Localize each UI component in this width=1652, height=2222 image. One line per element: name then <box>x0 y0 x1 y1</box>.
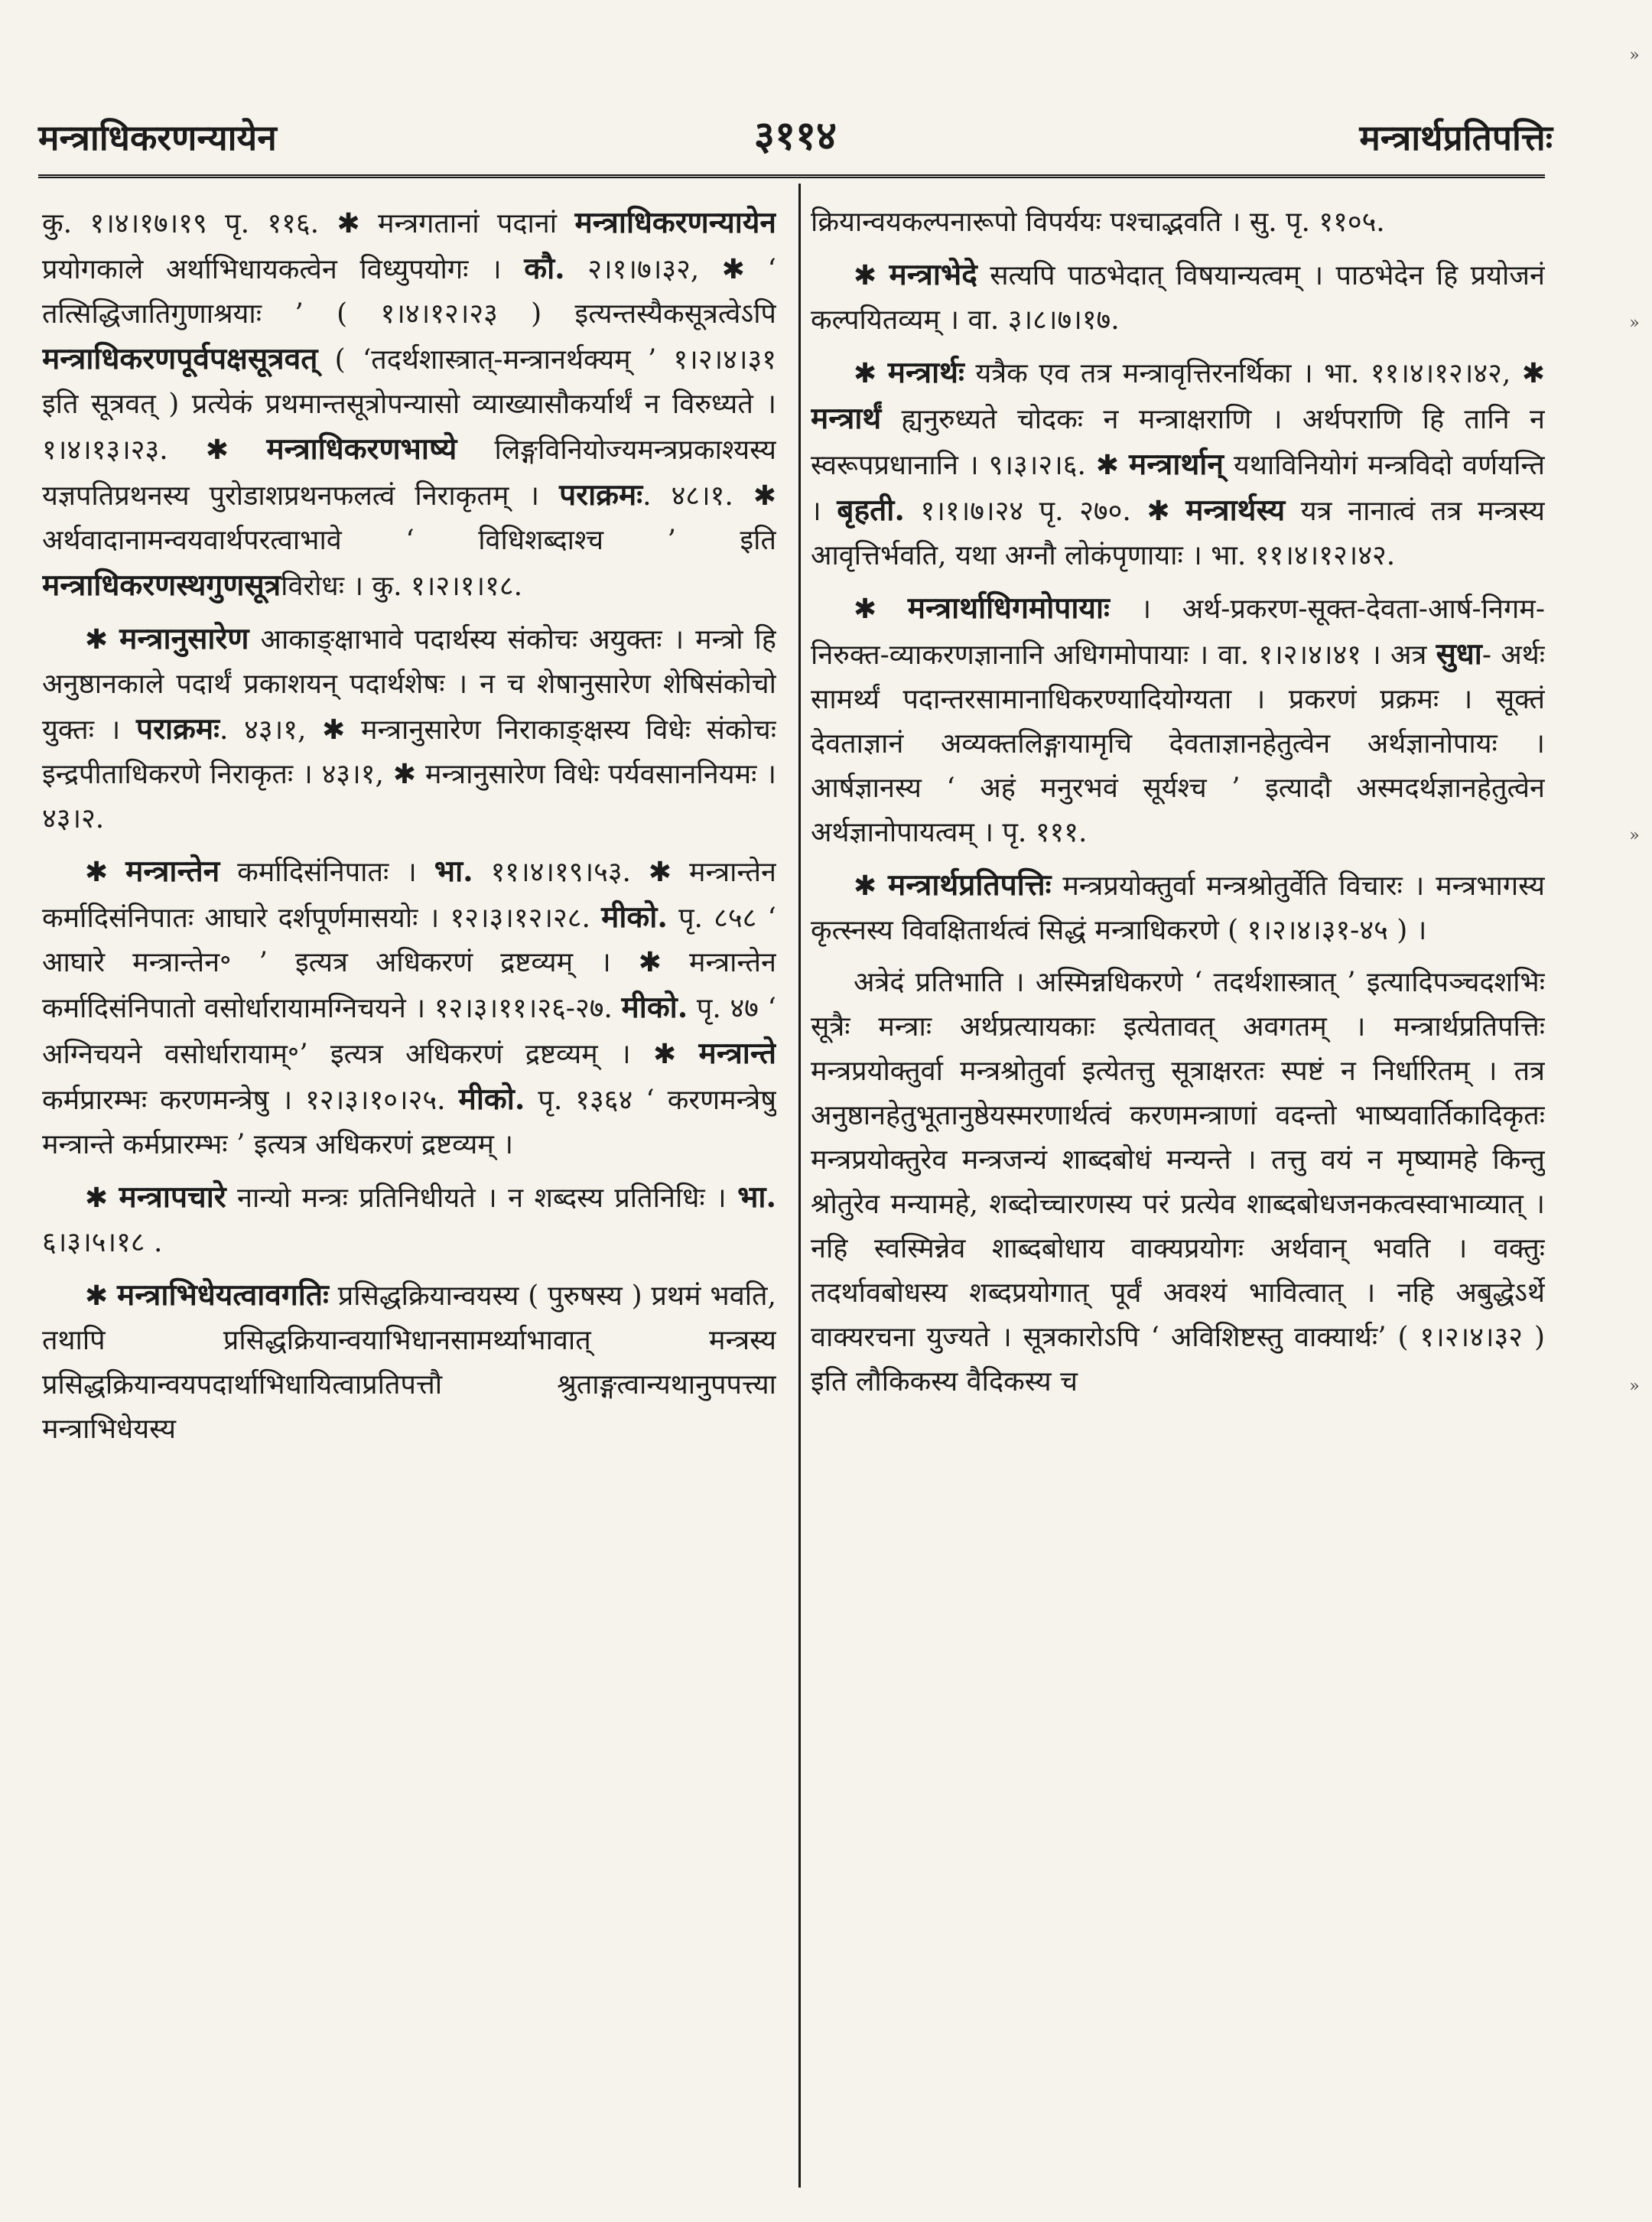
entry-text: क्रियान्वयकल्पनारूपो विपर्ययः पश्चाद्भवति । सु. पृ. ११०५. <box>811 207 1385 238</box>
entry-headword: पराक्रमः <box>136 711 220 747</box>
entry-paragraph <box>811 252 1545 343</box>
scan-edge-mark: » <box>1629 1377 1640 1396</box>
entry-text: ✱ <box>854 358 888 389</box>
entry-headword: मन्त्राधिकरणस्थगुणसूत्र <box>42 568 281 603</box>
entry-text: ✱ <box>85 624 120 656</box>
entry-paragraph <box>42 849 776 1167</box>
entry-headword: बृहती. <box>837 493 905 528</box>
entry-text: यत्रैक एव तत्र मन्त्रावृत्तिरनर्थिका । भा. ११।४।१२।४२, ✱ <box>964 358 1545 389</box>
entry-paragraph <box>811 200 1545 245</box>
entry-paragraph <box>811 961 1545 1404</box>
entry-headword: मन्त्रार्थः <box>887 355 964 390</box>
entry-headword: मन्त्राधिकरणभाष्ये <box>266 431 457 467</box>
entry-headword: मन्त्राधिकरणन्यायेन <box>574 205 776 240</box>
header-right-title: मन्त्रार्थप्रतिपत्तिः <box>1359 117 1553 158</box>
running-header <box>38 92 1553 168</box>
entry-headword: भा. <box>737 1179 776 1215</box>
entry-text: सत्यपि पाठभेदात् विषयान्यत्वम् । पाठभेदेन हि प्रयोजनं कल्पयितव्यम् । वा. ३।८।७।१७. <box>811 260 1545 336</box>
header-rule <box>38 174 1545 178</box>
entry-headword: मन्त्रार्थप्रतिपत्तिः <box>888 867 1052 903</box>
entry-headword: मीको. <box>458 1082 525 1117</box>
scan-edge-mark: » <box>1629 314 1640 333</box>
entry-text: ✱ <box>85 1280 118 1312</box>
scan-edge-mark: » <box>1629 46 1640 65</box>
entry-text: आकाङ्क्षाभावे पदार्थस्य संकोचः अयुक्तः । मन्त्रो हि अनुष्ठानकाले पदार्थं प्रकाशयन् पदार्थशेषः । न च शेषानुसारेण शेषिसंकोचो युक्तः । <box>42 624 776 746</box>
entry-text: ✱ <box>854 870 889 902</box>
entry-text: ✱ <box>854 594 908 625</box>
entry-headword: मन्त्रापचारे <box>119 1179 226 1215</box>
entry-text: । अर्थ-प्रकरण-सूक्त-देवता-आर्ष-निगम-निरुक्त-व्याकरणज्ञानानि अधिगमोपायाः । वा. १।२।४।४१ । अत्र <box>811 594 1545 671</box>
right-column <box>811 200 1545 2181</box>
entry-headword: मन्त्रार्थाधिगमोपायाः <box>907 590 1110 626</box>
entry-text: प्रसिद्धक्रियान्वयस्य ( पुरुषस्य ) प्रथमं भवति, तथापि प्रसिद्धक्रियान्वयाभिधानसामर्थ्याभावात् मन्त्रस्य प्रसिद्धक्रियान्वयपदार्थाभिधायित्वाप्रतिपत्तौ श्रुताङ्गत्वान्यथानुपपत्त्या मन्त्राभिधेयस्य <box>42 1280 776 1445</box>
entry-headword: मन्त्रार्थं <box>811 401 882 436</box>
entry-text: अत्रेदं प्रतिभाति । अस्मिन्नधिकरणे ‘ तदर्थशास्त्रात् ’ इत्यादिपञ्चदशभिः सूत्रैः मन्त्राः अर्थप्रत्यायकाः इत्येतावत् अवगतम् । मन्त्रार्थप्रतिपत्तिः मन्त्रप्रयोक्तुर्वा मन्त्रश्रोतुर्वा इत्येतत्तु सूत्राक्षरतः स्पष्टं न निर्धारितम् । तत्र अनुष्ठानहेतुभूतानुष्ठेयस्मरणार्थत्वं करणमन्त्राणां वदन्तो भाष्यवार्तिकादिकृतः मन्त्रप्रयोक्तुरेव मन्त्रजन्यं शाब्दबोधं मन्यन्ते । तत्तु वयं न मृष्यामहे किन्तु श्रोतुरेव मन्यामहे, शब्दोच्चारणस्य परं प्रत्येव शाब्दबोधजनकत्वस्वाभाव्यात् । नहि स्वस्मिन्नेव शाब्दबोधाय वाक्यप्रयोगः अर्थवान् भवति । वक्तुः तदर्थावबोधस्य शब्दप्रयोगात् पूर्वं अवश्यं भावित्वात् । नहि अबुद्धेऽर्थे वाक्यरचना युज्यते । सूत्रकारोऽपि ‘ अविशिष्टस्तु वाक्यार्थः’ ( १।२।४।३२ ) इति लौकिकस्य वैदिकस्य च <box>811 967 1545 1397</box>
entry-paragraph <box>811 586 1545 855</box>
entry-text: ✱ <box>85 1183 119 1214</box>
entry-text: नान्यो मन्त्रः प्रतिनिधीयते । न शब्दस्य प्रतिनिधिः । <box>226 1183 738 1214</box>
left-column <box>42 200 776 2181</box>
entry-headword: मन्त्रानुसारेण <box>119 621 249 656</box>
entry-headword: मन्त्रार्थस्य <box>1185 493 1286 528</box>
entry-paragraph <box>42 1175 776 1265</box>
scan-edge-marks <box>1621 0 1647 2222</box>
entry-text: कु. १।४।१७।१९ पृ. ११६. ✱ मन्त्रगतानां पदानां <box>42 208 575 239</box>
entry-headword: पराक्रमः <box>559 477 643 512</box>
column-divider <box>798 184 801 2188</box>
entry-headword: मीको. <box>621 990 688 1025</box>
entry-text: . ४३।१, ✱ मन्त्रानुसारेण निराकाङ्क्षस्य विधेः संकोचः इन्द्रपीताधिकरणे निराकृतः । ४३।१, ✱ मन्त्रानुसारेण विधेः पर्यवसाननियमः । ४३।२. <box>42 714 776 834</box>
entry-headword: कौ. <box>524 251 565 286</box>
entry-headword: सुधा <box>1436 636 1482 672</box>
entry-paragraph <box>42 1273 776 1452</box>
entry-text: यथाविनियोगं मन्त्रविदो वर्णयन्ति । <box>811 450 1545 527</box>
entry-text: - अर्थः सामर्थ्यं पदान्तरसामानाधिकरण्यादियोग्यता । प्रकरणं प्रक्रमः । सूक्तं देवताज्ञानं अव्यक्तलिङ्गायामृचि देवताज्ञानहेतुत्वेन अर्थज्ञानोपायः । आर्षज्ञानस्य ‘ अहं मनुरभवं सूर्यश्च ’ इत्यादौ अस्मदर्थज्ञानहेतुत्वेन अर्थज्ञानोपायत्वम् । पृ. १११. <box>811 639 1545 848</box>
entry-headword: मन्त्राभिधेयत्वावगतिः <box>117 1277 329 1313</box>
entry-text: कर्मप्रारम्भः करणमन्त्रेषु । १२।३।१०।२५. <box>42 1085 459 1116</box>
entry-text: विरोधः । कु. १।२।१।१८. <box>281 571 523 602</box>
entry-text: पृ. १३६४ ‘ करणमन्त्रेषु मन्त्रान्ते कर्मप्रारम्भः ’ इत्यत्र अधिकरणं द्रष्टव्यम् । <box>42 1085 776 1160</box>
entry-paragraph <box>42 616 776 841</box>
entry-headword: मन्त्राभेदे <box>889 257 977 292</box>
entry-paragraph <box>811 350 1545 578</box>
entry-text: १।१।७।२४ पृ. २७०. ✱ <box>904 496 1186 527</box>
entry-text: ✱ <box>854 260 889 291</box>
entry-headword: भा. <box>434 854 473 889</box>
page-number: ३११४ <box>753 112 837 159</box>
entry-paragraph <box>811 863 1545 953</box>
entry-text: लिङ्गविनियोज्यमन्त्रप्रकाश्यस्य यज्ञपतिप्रथनस्य पुरोडाशप्रथनफलत्वं निराकृतम् । <box>42 434 776 512</box>
entry-text: ६।३।५।१८ . <box>42 1227 163 1258</box>
entry-text: ( ‘तदर्थशास्त्रात्-मन्त्रानर्थक्यम् ’ १।२।४।३१ इति सूत्रवत् ) प्रत्येकं प्रथमान्तसूत्रोपन्यासो व्याख्यासौकर्यार्थं न विरुध्यते । १।४।१३।२३. ✱ <box>42 344 776 466</box>
entry-text: . ४८।१. ✱ अर्थवादानामन्वयवार्थपरत्वाभावे ‘ विधिशब्दाश्च ’ इति <box>42 480 776 556</box>
scan-edge-mark: » <box>1629 826 1640 845</box>
entry-headword: मन्त्रान्ते <box>698 1036 776 1071</box>
header-left-title: मन्त्राधिकरणन्यायेन <box>38 117 277 158</box>
entry-text: प्रयोगकाले अर्थाभिधायकत्वेन विध्युपयोगः । <box>42 254 525 285</box>
entry-headword: मन्त्रान्तेन <box>125 854 220 889</box>
entry-text: २।१।७।३२, ✱ ‘ तत्सिद्धिजातिगुणाश्रयाः ’ ( १।४।१२।२३ ) इत्यन्तस्यैकसूत्रत्वेऽपि <box>42 254 776 330</box>
entry-text: कर्मादिसंनिपातः । <box>220 857 434 888</box>
entry-text: ह्यनुरुध्यते चोदकः न मन्त्राक्षराणि । अर्थपराणि हि तानि न स्वरूपप्रधानानि । ९।३।२।६. ✱ <box>811 404 1545 481</box>
entry-text: मन्त्रप्रयोक्तुर्वा मन्त्रश्रोतुर्वेति विचारः । मन्त्रभागस्य कृत्स्नस्य विवक्षितार्थत्वं सिद्धं मन्त्राधिकरणे ( १।२।४।३१-४५ ) । <box>811 870 1545 946</box>
entry-paragraph <box>42 200 776 609</box>
entry-text: यत्र नानात्वं तत्र मन्त्रस्य आवृत्तिर्भवति, यथा अग्नौ लोकंपृणायाः । भा. ११।४।१२।४२. <box>811 496 1545 571</box>
entry-text: ✱ <box>85 857 126 888</box>
entry-text: पृ. ४७ ‘ अग्निचयने वसोर्धारायाम्॰’ इत्यत्र अधिकरणं द्रष्टव्यम् । ✱ <box>42 993 776 1070</box>
entry-headword: मन्त्रार्थान् <box>1129 447 1224 482</box>
entry-headword: मीको. <box>601 900 668 935</box>
entry-text: पृ. ८५८ ‘ आघारे मन्त्रान्तेन॰ ’ इत्यत्र अधिकरणं द्रष्टव्यम् । ✱ मन्त्रान्तेन कर्मादिसंनिपातो वसोर्धारायामग्निचयने । १२।३।११।२६-२७. <box>42 903 776 1024</box>
entry-headword: मन्त्राधिकरणपूर्वपक्षसूत्रवत् <box>42 341 318 376</box>
entry-text: ११।४।१९।५३. ✱ मन्त्रान्तेन कर्मादिसंनिपातः आघारे दर्शपूर्णमासयोः । १२।३।१२।२८. <box>42 857 776 934</box>
